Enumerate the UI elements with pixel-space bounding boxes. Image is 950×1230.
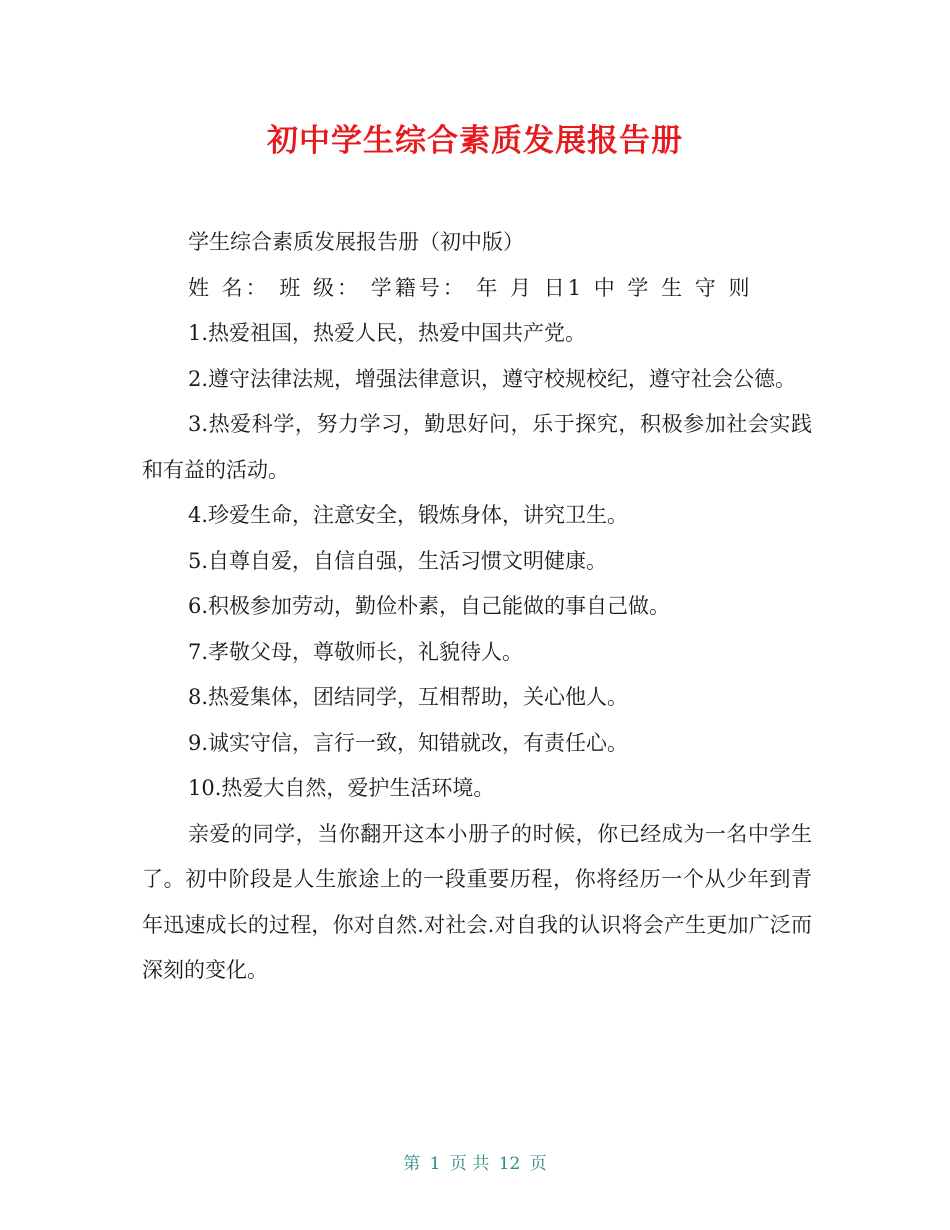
rule-item: 5.自尊自爱，自信自强，生活习惯文明健康。 (188, 548, 608, 573)
footer-mid: 页 共 (449, 1154, 490, 1174)
footer-suffix: 页 (529, 1154, 547, 1174)
rule-item: 4.珍爱生命，注意安全，锻炼身体，讲究卫生。 (188, 503, 629, 527)
footer-page-number: 1 (429, 1154, 441, 1174)
footer-total-pages: 12 (498, 1154, 521, 1174)
subtitle-line: 学生综合素质发展报告册（初中版） (188, 230, 524, 254)
rule-item: 8.热爱集体，团结同学，互相帮助，关心他人。 (188, 685, 629, 709)
rule-item: 1.热爱祖国，热爱人民，热爱中国共产党。 (188, 321, 587, 345)
page-footer (0, 1152, 950, 1176)
rule-item: 7.孝敬父母，尊敬师长，礼貌待人。 (188, 639, 524, 664)
intro-paragraph: 亲爱的同学，当你翻开这本小册子的时候，你已经成为一名中学生了。初中阶段是人生旅途上的一段重要历程，你将经历一个从少年到青年迅速成长的过程，你对自然.对社会.对自我的认识将会产生更加广泛而深刻的变化。 (142, 821, 812, 982)
document-body (142, 220, 812, 994)
rule-item: 10.热爱大自然，爱护生活环境。 (188, 776, 495, 800)
footer-prefix: 第 (403, 1154, 421, 1174)
document-title: 初中学生综合素质发展报告册 (267, 123, 683, 159)
rule-item: 6.积极参加劳动，勤俭朴素，自己能做的事自己做。 (188, 594, 671, 618)
rule-item: 3.热爱科学，努力学习，勤思好问，乐于探究，积极参加社会实践和有益的活动。 (142, 412, 812, 482)
rule-item: 9.诚实守信，言行一致，知错就改，有责任心。 (188, 730, 629, 755)
student-info-line: 姓 名： 班 级： 学籍号： 年 月 日1 中 学 生 守 则 (188, 275, 753, 300)
rule-item: 2.遵守法律法规，增强法律意识，遵守校规校纪，遵守社会公德。 (188, 366, 797, 391)
